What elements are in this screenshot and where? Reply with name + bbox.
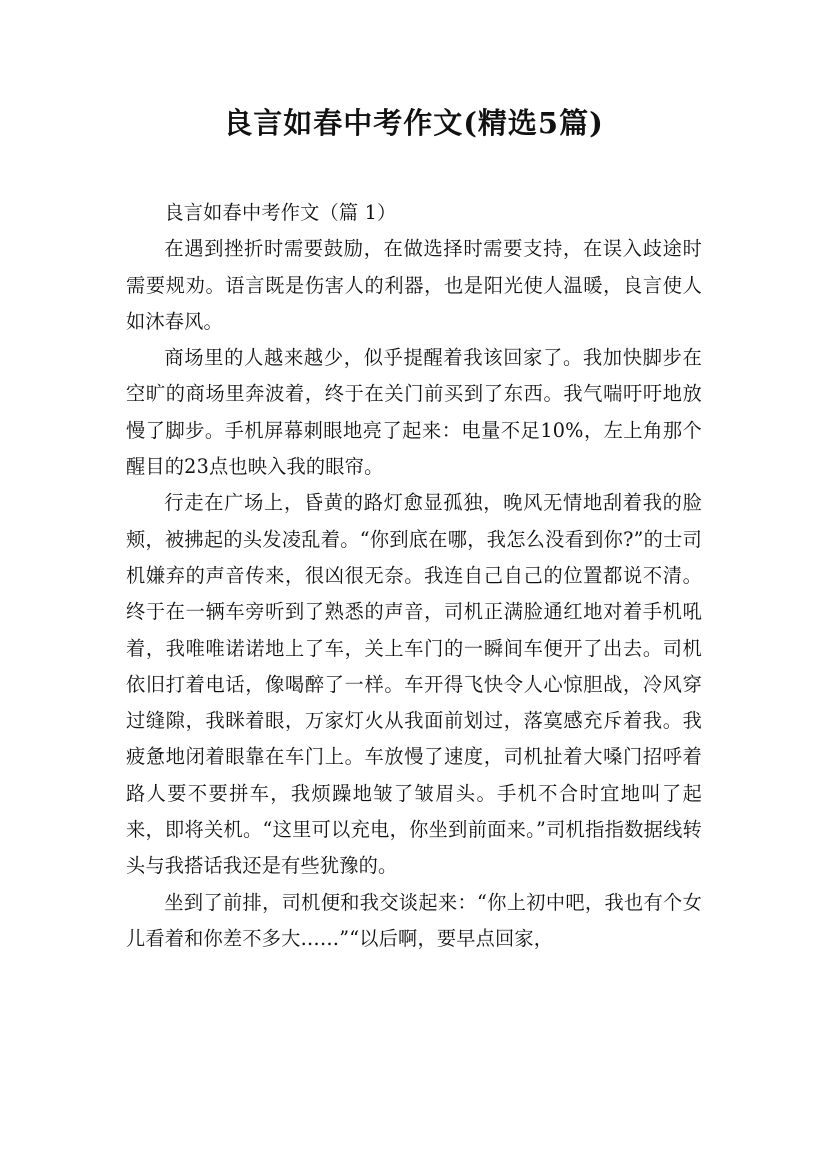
document-body: [126, 195, 702, 957]
document-title: 良言如春中考作文(精选5篇): [223, 106, 604, 140]
paragraph-1: 在遇到挫折时需要鼓励，在做选择时需要支持，在误入歧途时需要规劝。语言既是伤害人的利器，也是阳光使人温暖，良言使人如沐春风。: [126, 237, 702, 333]
paragraph-4: 坐到了前排，司机便和我交谈起来：“你上初中吧，我也有个女儿看着和你差不多大……”“以后啊，要早点回家，: [126, 890, 702, 950]
section-title: 良言如春中考作文（篇 1）: [164, 201, 397, 224]
paragraph-3: 行走在广场上，昏黄的路灯愈显孤独，晚风无情地刮着我的脸颊，被拂起的头发凌乱着。“你到底在哪，我怎么没看到你?”的士司机嫌弃的声音传来，很凶很无奈。我连自己自己的位置都说不清。终于在一辆车旁听到了熟悉的声音，司机正满脸通红地对着手机吼着，我唯唯诺诺地上了车，关上车门的一瞬间车便开了出去。司机依旧打着电话，像喝醉了一样。车开得飞快令人心惊胆战，冷风穿过缝隙，我眯着眼，万家灯火从我面前划过，落寞感充斥着我。我疲惫地闭着眼靠在车门上。车放慢了速度，司机扯着大嗓门招呼着路人要不要拼车，我烦躁地皱了皱眉头。手机不合时宜地叫了起来，即将关机。“这里可以充电，你坐到前面来。”司机指指数据线转头与我搭话我还是有些犹豫的。: [126, 491, 702, 878]
paragraph-2: 商场里的人越来越少，似乎提醒着我该回家了。我加快脚步在空旷的商场里奔波着，终于在关门前买到了东西。我气喘吁吁地放慢了脚步。手机屏幕刺眼地亮了起来：电量不足10%，左上角那个醒目的23点也映入我的眼帘。: [126, 346, 702, 479]
